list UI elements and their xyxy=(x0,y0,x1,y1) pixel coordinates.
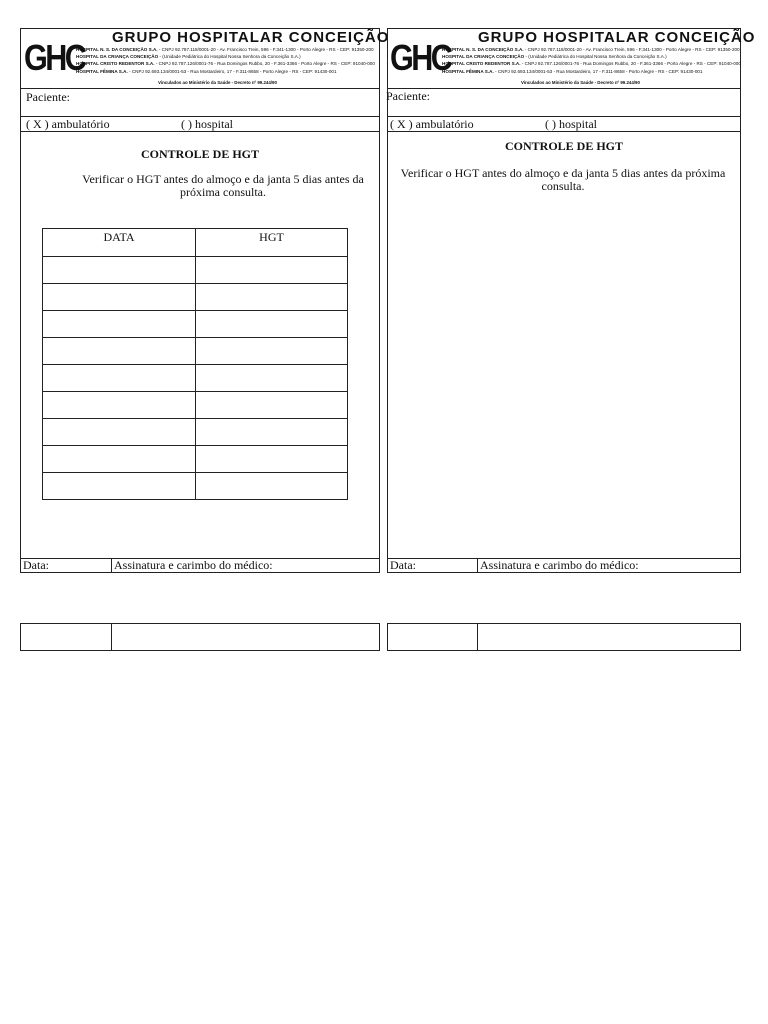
table-header-row xyxy=(43,229,348,257)
hgt-cell[interactable] xyxy=(196,257,348,284)
table-row xyxy=(43,365,348,392)
footer-box-left xyxy=(20,623,380,651)
table-row xyxy=(43,473,348,500)
hgt-cell[interactable] xyxy=(196,473,348,500)
column-header-date: DATA xyxy=(43,229,196,257)
instruction-text: Verificar o HGT antes do almoço e da janta 5 dias antes da próxima consulta. xyxy=(400,166,726,193)
hgt-cell[interactable] xyxy=(196,419,348,446)
date-label: Data: xyxy=(390,558,416,572)
divider xyxy=(477,558,478,573)
date-cell[interactable] xyxy=(43,446,196,473)
date-cell[interactable] xyxy=(43,473,196,500)
table-row xyxy=(43,419,348,446)
hgt-cell[interactable] xyxy=(196,338,348,365)
form-title: CONTROLE DE HGT xyxy=(140,147,260,161)
column-header-hgt: HGT xyxy=(196,229,348,257)
hospital-line: HOSPITAL DA CRIANÇA CONCEIÇÃO - (Unidade Pediátrica do Hospital Nossa Senhora da Conceição S.A.) xyxy=(442,54,667,60)
date-cell[interactable] xyxy=(43,419,196,446)
divider xyxy=(387,131,741,132)
hgt-cell[interactable] xyxy=(196,446,348,473)
hgt-cell[interactable] xyxy=(196,284,348,311)
hospital-option[interactable]: ( ) hospital xyxy=(181,117,233,131)
hgt-table xyxy=(42,228,348,500)
decree-note: Vinculados ao Ministério da Saúde - Decreto nº 99.244/90 xyxy=(521,80,640,85)
divider xyxy=(477,623,478,651)
divider xyxy=(111,623,112,651)
divider xyxy=(20,88,380,89)
table-row xyxy=(43,257,348,284)
ghc-logo: GHC xyxy=(390,37,451,78)
hgt-cell[interactable] xyxy=(196,365,348,392)
date-cell[interactable] xyxy=(43,365,196,392)
hospital-line: HOSPITAL CRISTO REDENTOR S.A. - CNPJ 92.787.126/0001-76 - Rua Domingos Rubbo, 20 - F.361-3366 - Porto Alegre - RS - CEP: 91040-000 xyxy=(442,61,741,67)
signature-label: Assinatura e carimbo do médico: xyxy=(114,558,273,572)
table-row xyxy=(43,284,348,311)
hospital-info-block xyxy=(76,46,375,75)
date-cell[interactable] xyxy=(43,311,196,338)
date-label: Data: xyxy=(23,558,49,572)
date-cell[interactable] xyxy=(43,284,196,311)
divider xyxy=(111,558,112,573)
hospital-line: HOSPITAL CRISTO REDENTOR S.A. - CNPJ 92.787.126/0001-76 - Rua Domingos Rubbo, 20 - F.361-3366 - Porto Alegre - RS - CEP: 91040-000 xyxy=(76,61,375,67)
patient-label: Paciente: xyxy=(26,90,70,104)
date-cell[interactable] xyxy=(43,257,196,284)
table-row xyxy=(43,311,348,338)
decree-note: Vinculados ao Ministério da Saúde - Decreto nº 99.244/90 xyxy=(158,80,277,85)
signature-label: Assinatura e carimbo do médico: xyxy=(480,558,639,572)
divider xyxy=(20,131,380,132)
ambulatory-option[interactable]: ( X ) ambulatório xyxy=(26,117,110,131)
date-cell[interactable] xyxy=(43,338,196,365)
table-row xyxy=(43,446,348,473)
hospital-option[interactable]: ( ) hospital xyxy=(545,117,597,131)
hospital-line: HOSPITAL DA CRIANÇA CONCEIÇÃO - (Unidade Pediátrica do Hospital Nossa Senhora da Conceição S.A.) xyxy=(76,54,301,60)
hospital-line: HOSPITAL FÊMINA S.A. - CNPJ 92.693.134/0001-53 - Rua Mostardeiro, 17 - F.311-8658 - Porto Alegre - RS - CEP: 91430-001 xyxy=(76,68,337,74)
hospital-line: HOSPITAL N. S. DA CONCEIÇÃO S.A. - CNPJ 92.787.118/0001-20 - Av. Francisco Trein, 596 - F.341-1300 - Porto Alegre - RS - CEP: 91350-200 xyxy=(76,47,374,52)
instruction-text: Verificar o HGT antes do almoço e da janta 5 dias antes da próxima consulta. xyxy=(82,172,364,199)
date-cell[interactable] xyxy=(43,392,196,419)
ghc-logo: GHC xyxy=(24,37,85,78)
hospital-line: HOSPITAL N. S. DA CONCEIÇÃO S.A. - CNPJ 92.787.118/0001-20 - Av. Francisco Trein, 596 - F.341-1300 - Porto Alegre - RS - CEP: 91350-200 xyxy=(442,47,740,52)
prescription-form-right xyxy=(387,28,741,573)
hospital-info-block xyxy=(442,46,741,75)
group-name: GRUPO HOSPITALAR CONCEIÇÃO xyxy=(478,29,756,46)
form-title: CONTROLE DE HGT xyxy=(504,139,624,153)
table-row xyxy=(43,338,348,365)
hospital-line: HOSPITAL FÊMINA S.A. - CNPJ 92.693.134/0001-53 - Rua Mostardeiro, 17 - F.311-8658 - Porto Alegre - RS - CEP: 91430-001 xyxy=(442,68,703,74)
divider xyxy=(387,88,741,89)
group-name: GRUPO HOSPITALAR CONCEIÇÃO xyxy=(112,29,390,46)
footer-box-right xyxy=(387,623,741,651)
ambulatory-option[interactable]: ( X ) ambulatório xyxy=(390,117,474,131)
hgt-cell[interactable] xyxy=(196,311,348,338)
patient-label: Paciente: xyxy=(386,89,430,103)
hgt-cell[interactable] xyxy=(196,392,348,419)
table-row xyxy=(43,392,348,419)
